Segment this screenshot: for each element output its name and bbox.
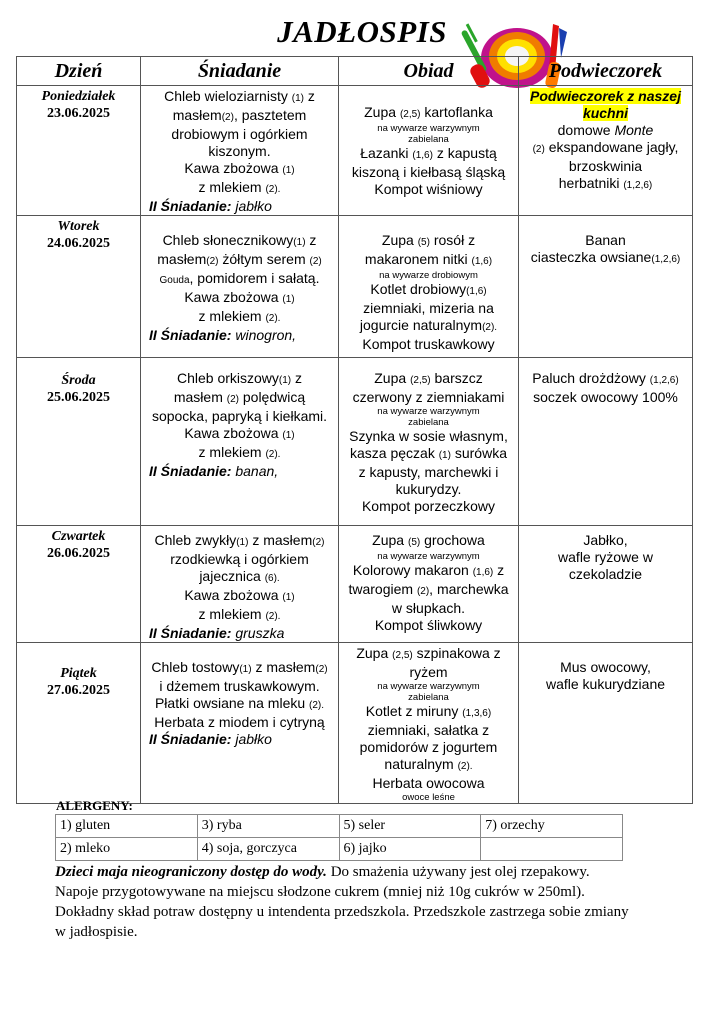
breakfast-cell: Chleb zwykły(1) z masłem(2) rzodkiewką i ogórkiem jajecznica (6). Kawa zbożowa (1) z mlekiem (2). II Śniadanie: gruszka: [141, 526, 339, 643]
menu-row-wednesday: [17, 358, 693, 526]
allergen-cell: 4) soja, gorczyca: [197, 838, 339, 861]
allergens-row: [56, 815, 623, 838]
day-name: Wtorek: [57, 219, 100, 234]
lunch-cell: Zupa (2,5) kartoflanka na wywarze warzywnym zabielana Łazanki (1,6) z kapustą kiszoną i kiełbasą śląską Kompot wiśniowy: [339, 86, 519, 216]
snack-cell: Mus owocowy, wafle kukurydziane: [519, 643, 693, 804]
breakfast-cell: Chleb orkiszowy(1) z masłem (2) polędwicą sopocka, papryką i kiełkami. Kawa zbożowa (1) z mlekiem (2). II Śniadanie: banan,: [141, 358, 339, 526]
day-name: Poniedziałek: [41, 89, 116, 104]
snack-cell: Jabłko, wafle ryżowe w czekoladzie: [519, 526, 693, 643]
allergens-table: [55, 814, 623, 861]
day-cell: [17, 526, 141, 643]
day-cell: [17, 358, 141, 526]
day-date: 26.06.2025: [47, 546, 110, 561]
header-snack: Podwieczorek: [519, 57, 693, 86]
lunch-cell: Zupa (2,5) szpinakowa z ryżem na wywarze warzywnym zabielana Kotlet z miruny (1,3,6) ziemniaki, sałatka z pomidorów z jogurtem naturalnym (2). Herbata owocowa owoce leśne: [339, 643, 519, 804]
menu-row-monday: [17, 86, 693, 216]
notes-paragraph: [55, 862, 635, 942]
header-day: Dzień: [17, 57, 141, 86]
menu-row-thursday: [17, 526, 693, 643]
allergen-cell: [481, 838, 623, 861]
day-name: Czwartek: [51, 529, 106, 544]
day-date: 23.06.2025: [47, 106, 110, 121]
second-breakfast: II Śniadanie: banan,: [149, 463, 279, 479]
breakfast-cell: Chleb słonecznikowy(1) z masłem(2) żółtym serem (2) Gouda, pomidorem i sałatą. Kawa zbożowa (1) z mlekiem (2). II Śniadanie: winogron,: [141, 216, 339, 358]
menu-header-row: [17, 57, 693, 86]
snack-cell: Paluch drożdżowy (1,2,6) soczek owocowy 100%: [519, 358, 693, 526]
breakfast-cell: Chleb wieloziarnisty (1) z masłem(2), pasztetem drobiowym i ogórkiem kiszonym. Kawa zbożowa (1) z mlekiem (2). II Śniadanie: jabłko: [141, 86, 339, 216]
menu-table: [16, 56, 693, 804]
second-breakfast: II Śniadanie: jabłko: [149, 731, 272, 747]
lunch-cell: Zupa (5) grochowa na wywarze warzywnym Kolorowy makaron (1,6) z twarogiem (2), marchewka w słupkach. Kompot śliwkowy: [339, 526, 519, 643]
menu-row-friday: [17, 643, 693, 804]
allergen-cell: 7) orzechy: [481, 815, 623, 838]
snack-cell: Banan ciasteczka owsiane(1,2,6): [519, 216, 693, 358]
day-date: 27.06.2025: [47, 683, 110, 698]
allergen-cell: 5) seler: [339, 815, 481, 838]
snack-cell: Podwieczorek z naszej kuchni domowe Monte (2) ekspandowane jagły, brzoskwinia herbatniki (1,2,6): [519, 86, 693, 216]
day-name: Środa: [61, 373, 96, 388]
day-name: Piątek: [60, 666, 97, 681]
notes-water: Dzieci maja nieograniczony dostęp do wody.: [55, 864, 327, 880]
second-breakfast: II Śniadanie: gruszka: [149, 625, 285, 641]
lunch-cell: Zupa (2,5) barszcz czerwony z ziemniakami na wywarze warzywnym zabielana Szynka w sosie własnym, kasza pęczak (1) surówka z kapusty, marchewki i kukurydzy. Kompot porzeczkowy: [339, 358, 519, 526]
allergen-cell: 1) gluten: [56, 815, 198, 838]
header-breakfast: Śniadanie: [141, 57, 339, 86]
breakfast-cell: Chleb tostowy(1) z masłem(2) i dżemem truskawkowym. Płatki owsiane na mleku (2). Herbata z miodem i cytryną II Śniadanie: jabłko: [141, 643, 339, 804]
page-title: JADŁOSPIS: [277, 14, 447, 49]
allergens-title: ALERGENY:: [56, 798, 133, 813]
day-cell: [17, 216, 141, 358]
day-date: 25.06.2025: [47, 390, 110, 405]
header-lunch: Obiad: [339, 57, 519, 86]
day-date: 24.06.2025: [47, 236, 110, 251]
second-breakfast: II Śniadanie: winogron,: [149, 327, 297, 343]
allergen-cell: 6) jajko: [339, 838, 481, 861]
allergens-row: [56, 838, 623, 861]
notes-text: Do smażenia używany jest olej rzepakowy. Napoje przygotowywane na miejscu słodzone cukrem (mniej niż 10g cukrów w 250ml). Dokładny skład potraw dostępny u intendenta przedszkola. Przedszkole zastrzega sobie zmiany w jadłospisie.: [55, 864, 629, 940]
day-cell: [17, 643, 141, 804]
second-breakfast: II Śniadanie: jabłko: [149, 198, 272, 214]
lunch-cell: Zupa (5) rosół z makaronem nitki (1,6) na wywarze drobiowym Kotlet drobiowy(1,6) ziemniaki, mizeria na jogurcie naturalnym(2). Kompot truskawkowy: [339, 216, 519, 358]
allergen-cell: 3) ryba: [197, 815, 339, 838]
day-cell: [17, 86, 141, 216]
menu-row-tuesday: [17, 216, 693, 358]
allergen-cell: 2) mleko: [56, 838, 198, 861]
